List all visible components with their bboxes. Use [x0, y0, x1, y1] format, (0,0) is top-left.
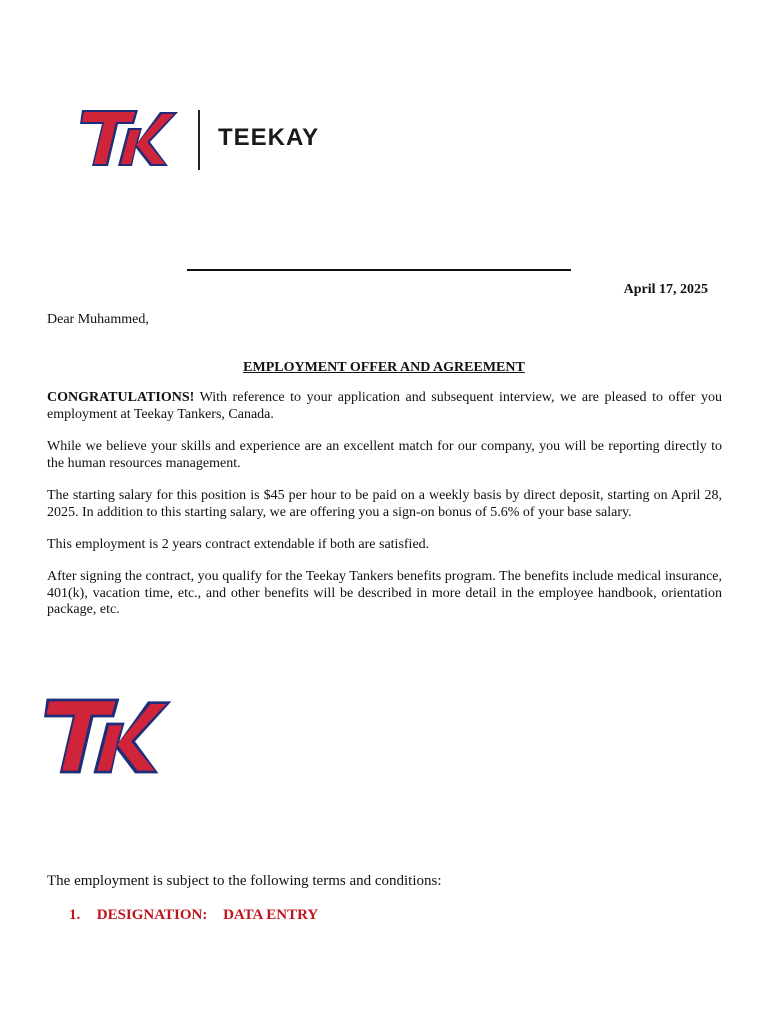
letter-date: April 17, 2025 — [623, 282, 708, 297]
teekay-logo-mark-large — [44, 696, 174, 776]
designation-item — [69, 907, 318, 924]
brand-name: TEEKAY — [218, 124, 320, 151]
paragraph-congratulations — [47, 390, 722, 423]
logo-divider — [198, 110, 200, 170]
terms-intro: The employment is subject to the following terms and conditions: — [47, 873, 442, 889]
congratulations-lead: CONGRATULATIONS! — [47, 390, 195, 405]
designation-number: 1. — [69, 907, 81, 923]
designation-value: DATA ENTRY — [223, 907, 319, 923]
teekay-logo-mark — [80, 108, 180, 168]
designation-label: DESIGNATION: — [96, 907, 208, 923]
paragraph-congratulations-text: With reference to your application and subsequent interview, we are pleased to offer you employment at Teekay Tankers, Canada. — [47, 390, 722, 422]
header-rule — [187, 269, 571, 271]
paragraph-contract: This employment is 2 years contract extendable if both are satisfied. — [47, 537, 430, 552]
letter-title: EMPLOYMENT OFFER AND AGREEMENT — [243, 360, 525, 375]
paragraph-reporting: While we believe your skills and experience are an excellent match for our company, you will be reporting directly to the human resources management. — [47, 439, 722, 471]
greeting: Dear Muhammed, — [47, 312, 149, 327]
paragraph-salary: The starting salary for this position is $45 per hour to be paid on a weekly basis by direct deposit, starting on April 28, 2025. In addition to this starting salary, we are offering you a sign-on bonus of 5.6% of your base salary. — [47, 488, 722, 520]
paragraph-benefits: After signing the contract, you qualify for the Teekay Tankers benefits program. The benefits include medical insurance, 401(k), vacation time, etc., and other benefits will be described in more detail in the employee handbook, orientation package, etc. — [47, 569, 722, 617]
